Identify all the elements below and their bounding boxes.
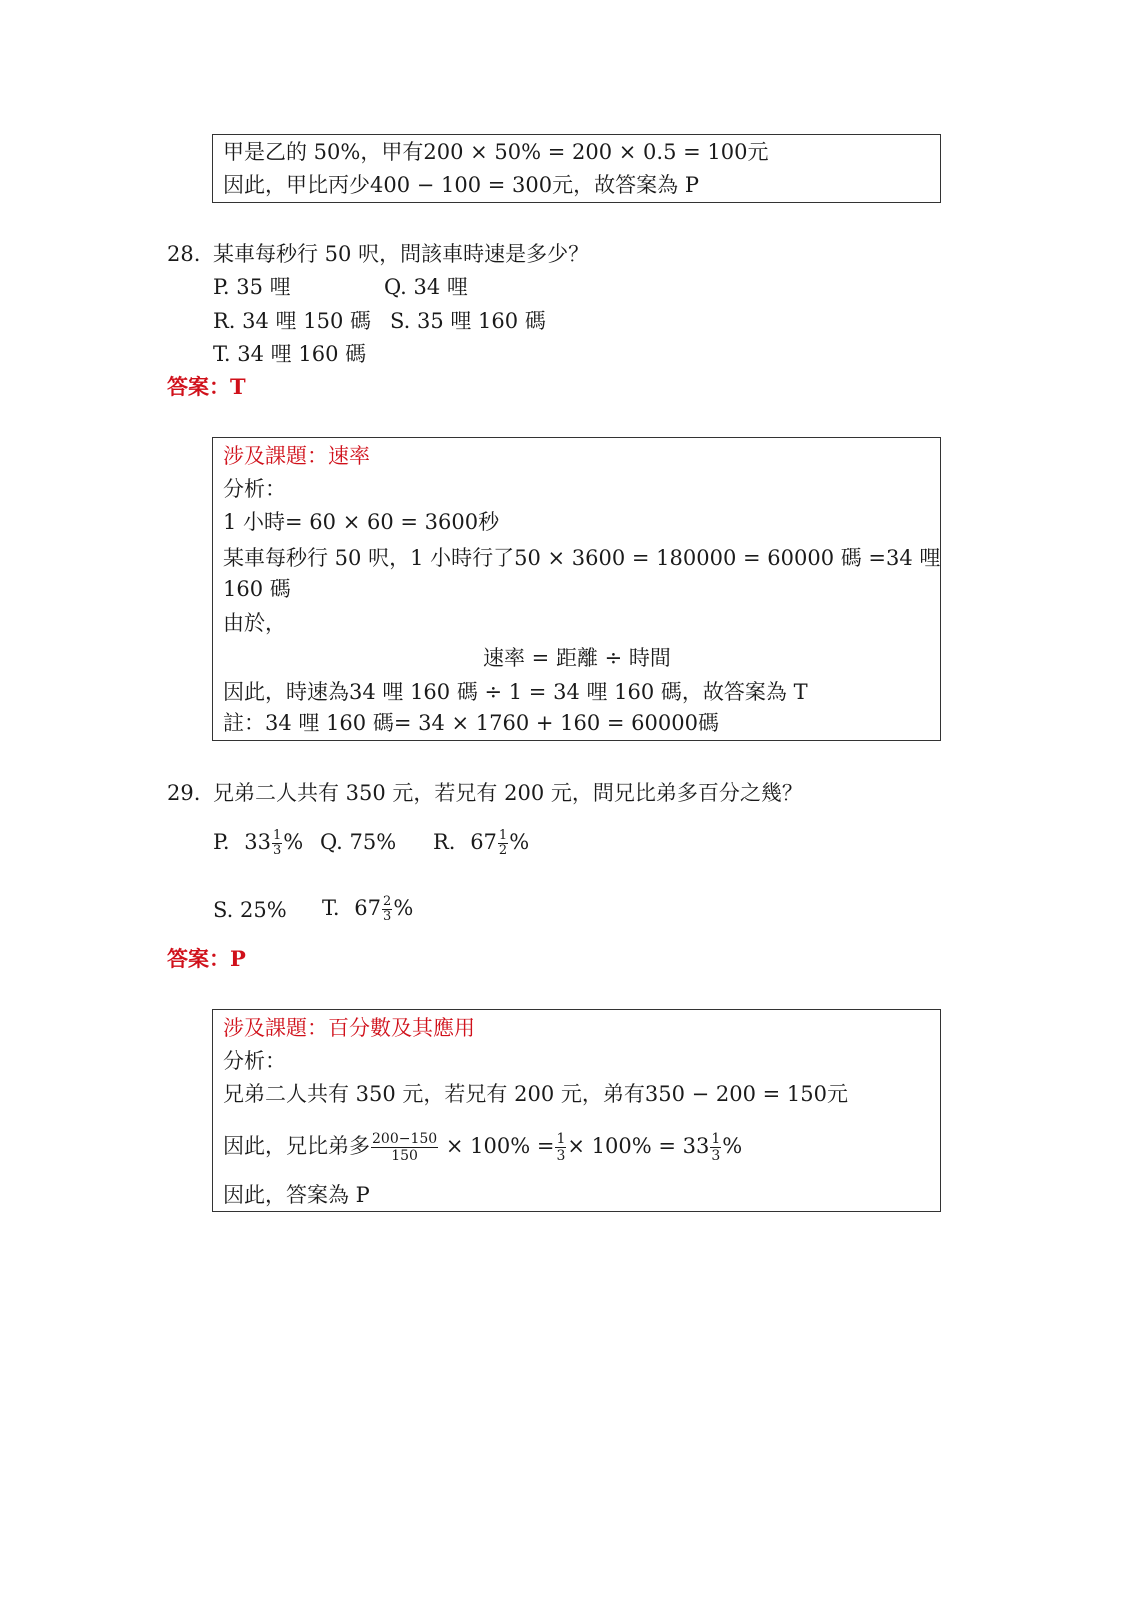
q28-exp-line-4: 由於， xyxy=(223,611,286,635)
prev-line-2: 因此，甲比丙少400 − 100 = 300元，故答案為 P xyxy=(223,173,699,197)
q29-exp-line-2-prefix: 因此，兄比弟多 xyxy=(223,1134,370,1158)
q29-explanation-box xyxy=(212,1009,941,1212)
q29-exp-fraction-1 xyxy=(371,1131,438,1164)
q28-number: 28. xyxy=(167,242,201,266)
q29-option-t-num: 2 xyxy=(383,894,392,909)
q29-option-r-label: R. xyxy=(433,830,456,854)
q29-option-t-whole: 67 xyxy=(354,896,382,920)
q29-option-p-whole: 33 xyxy=(244,830,271,854)
q29-analysis-label: 分析： xyxy=(223,1049,286,1073)
q29-exp-line-3: 因此，答案為 P xyxy=(223,1183,370,1207)
q28-exp-line-6: 註：34 哩 160 碼= 34 × 1760 + 160 = 60000碼 xyxy=(223,711,719,735)
q29-exp-line-2 xyxy=(223,1131,742,1164)
q29-exp-fraction-2 xyxy=(555,1131,566,1164)
q29-option-t-fraction xyxy=(382,895,392,924)
q29-exp-fraction-1-num: 200−150 xyxy=(372,1131,438,1147)
q28-exp-line-2: 某車每秒行 50 呎，1 小時行了50 × 3600 = 180000 = 60000 碼 =34 哩 xyxy=(223,546,941,570)
q28-analysis-label: 分析： xyxy=(223,477,286,501)
q29-option-r xyxy=(433,828,529,858)
prev-explanation-box xyxy=(212,134,941,203)
q29-topic: 涉及課題：百分數及其應用 xyxy=(223,1016,475,1040)
q29-option-r-den: 2 xyxy=(498,843,508,858)
q28-topic: 涉及課題：速率 xyxy=(223,444,370,468)
q29-exp-line-2-suffix: % xyxy=(722,1134,743,1158)
q29-option-p-fraction xyxy=(272,829,282,858)
q29-option-r-whole: 67 xyxy=(470,830,497,854)
q29-option-p-label: P. xyxy=(213,830,230,854)
q29-option-p-num: 1 xyxy=(272,828,282,843)
q29-exp-line-1: 兄弟二人共有 350 元，若兄有 200 元，弟有350 − 200 = 150元 xyxy=(223,1082,849,1106)
q29-option-p xyxy=(213,828,303,858)
q29-answer: 答案：P xyxy=(167,946,246,971)
q29-exp-fraction-3-den: 3 xyxy=(711,1148,721,1164)
q29-option-p-den: 3 xyxy=(272,843,282,858)
q29-exp-fraction-3-num: 1 xyxy=(711,1131,721,1147)
q29-option-s: S. 25% xyxy=(213,898,287,922)
q28-option-s: S. 35 哩 160 碼 xyxy=(390,309,546,333)
q29-option-t xyxy=(322,894,413,924)
q29-option-r-num: 1 xyxy=(498,828,508,843)
q29-option-r-fraction xyxy=(498,829,508,858)
prev-line-1: 甲是乙的 50%，甲有200 × 50% = 200 × 0.5 = 100元 xyxy=(223,140,769,164)
q29-option-t-den: 3 xyxy=(383,909,392,924)
q29-option-p-suffix: % xyxy=(283,830,304,854)
q28-explanation-box xyxy=(212,437,941,741)
q29-number: 29. xyxy=(167,781,201,805)
q28-option-p: P. 35 哩 xyxy=(213,275,291,299)
q29-question: 兄弟二人共有 350 元，若兄有 200 元，問兄比弟多百分之幾？ xyxy=(213,781,803,805)
q28-formula: 速率 = 距離 ÷ 時間 xyxy=(483,646,671,670)
q28-option-q: Q. 34 哩 xyxy=(384,275,468,299)
q29-exp-fraction-2-num: 1 xyxy=(556,1131,566,1147)
q28-option-t: T. 34 哩 160 碼 xyxy=(213,342,367,366)
q28-question: 某車每秒行 50 呎，問該車時速是多少？ xyxy=(213,242,590,266)
q28-exp-line-1: 1 小時= 60 × 60 = 3600秒 xyxy=(223,510,500,534)
q29-option-q: Q. 75% xyxy=(320,830,397,854)
q29-option-r-suffix: % xyxy=(509,830,530,854)
q28-exp-line-3: 160 碼 xyxy=(223,577,291,601)
q29-option-t-label: T. xyxy=(322,896,340,920)
q29-exp-fraction-2-den: 3 xyxy=(556,1148,566,1164)
q29-exp-fraction-1-den: 150 xyxy=(391,1148,418,1164)
q29-exp-line-2-mid: × 100% = xyxy=(445,1134,555,1158)
q29-exp-line-2-mid2: × 100% = 33 xyxy=(567,1134,710,1158)
q28-answer: 答案：T xyxy=(167,374,246,399)
q28-exp-line-5: 因此，時速為34 哩 160 碼 ÷ 1 = 34 哩 160 碼，故答案為 T xyxy=(223,680,808,704)
q29-exp-fraction-3 xyxy=(710,1131,721,1164)
q28-option-r: R. 34 哩 150 碼 xyxy=(213,309,371,333)
q29-option-t-suffix: % xyxy=(393,896,414,920)
